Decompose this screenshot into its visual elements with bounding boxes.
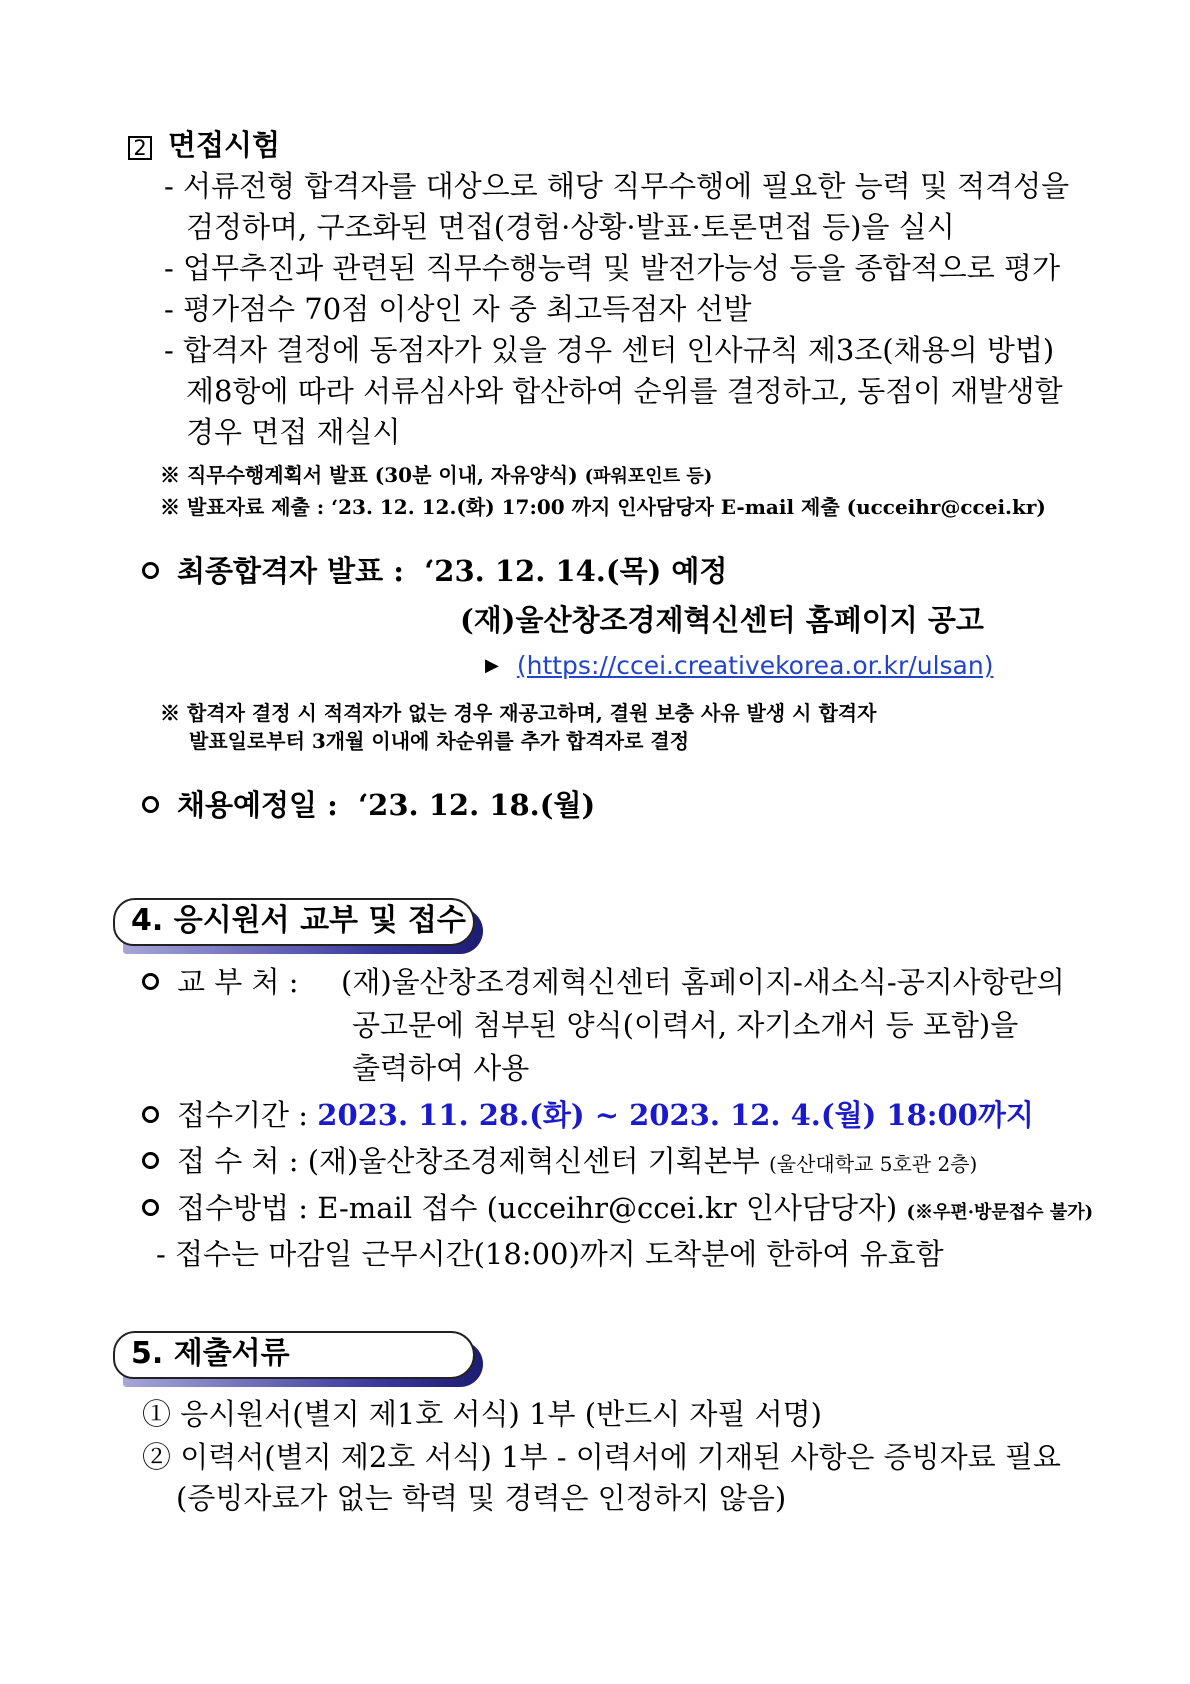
interview-line-7: 경우 면접 재실시 (186, 415, 401, 449)
interview-line-2: 검정하며, 구조화된 면접(경험·상황·발표·토론면접 등)을 실시 (186, 210, 955, 244)
place-value: (재)울산창조경제혁신센터 기획본부 (307, 1144, 760, 1178)
arrow-right-icon: ▶ (485, 655, 499, 676)
period-value: 2023. 11. 28.(화) ~ 2023. 12. 4.(월) 18:00까지 (317, 1098, 1034, 1132)
issue-line-2: 공고문에 첨부된 양식(이력서, 자기소개서 등 포함)을 (352, 1008, 1019, 1042)
issue-line-1: (재)울산창조경제혁신센터 홈페이지-새소식-공지사항란의 (341, 965, 1065, 999)
document-item-1: ① 응시원서(별지 제1호 서식) 1부 (반드시 자필 서명) (142, 1397, 822, 1431)
method-small: (※우편·방문접수 불가) (906, 1202, 1094, 1223)
interview-heading (128, 128, 281, 162)
deadline-note: - 접수는 마감일 근무시간(18:00)까지 도착분에 한하여 유효함 (156, 1237, 944, 1271)
period-label: 접수기간 : (177, 1098, 309, 1132)
bullet-circle-icon (142, 1152, 159, 1169)
bullet-circle-icon (142, 973, 159, 990)
section4-title: 4. 응시원서 교부 및 접수 (131, 903, 466, 938)
issue-label: 교 부 처 : (177, 965, 299, 999)
interview-line-6: 제8항에 따라 서류심사와 합산하여 순위를 결정하고, 동점이 재발생할 (186, 374, 1063, 408)
bullet-circle-icon (142, 1106, 159, 1123)
hire-label: 채용예정일 : (177, 788, 338, 822)
section-number-box: 2 (128, 136, 152, 160)
homepage-link-row (485, 651, 993, 680)
interview-line-1: - 서류전형 합격자를 대상으로 해당 직무수행에 필요한 능력 및 적격성을 (164, 169, 1070, 203)
final-label: 최종합격자 발표 : (177, 554, 404, 588)
final-note-2: 발표일로부터 3개월 이내에 차순위를 추가 합격자로 결정 (189, 729, 690, 753)
presentation-note (160, 465, 712, 486)
issue-line-3: 출력하여 사용 (352, 1051, 530, 1085)
place-row (142, 1144, 978, 1178)
period-row (142, 1098, 1034, 1132)
interview-line-3: - 업무추진과 관련된 직무수행능력 및 발전가능성 등을 종합적으로 평가 (164, 251, 1060, 285)
final-announcement (142, 554, 728, 588)
final-note-1: ※ 합격자 결정 시 적격자가 없는 경우 재공고하며, 결원 보충 사유 발생 시 합격자 (160, 701, 877, 725)
presentation-note-small: (파워포인트 등) (584, 466, 713, 487)
bullet-circle-icon (142, 1199, 159, 1216)
method-row (142, 1191, 1094, 1225)
document-item-2: ② 이력서(별지 제2호 서식) 1부 - 이력서에 기재된 사항은 증빙자료 필요 (142, 1440, 1061, 1474)
final-where: (재)울산창조경제혁신센터 홈페이지 공고 (460, 603, 984, 637)
section5-header (113, 1331, 475, 1379)
interview-line-5: - 합격자 결정에 동점자가 있을 경우 센터 인사규칙 제3조(채용의 방법) (164, 333, 1055, 367)
place-label: 접 수 처 : (177, 1144, 299, 1178)
section4-header (113, 898, 475, 946)
method-value: E-mail 접수 (ucceihr@ccei.kr 인사담당자) (317, 1191, 898, 1225)
section5-title: 5. 제출서류 (131, 1336, 290, 1371)
hire-date: ‘23. 12. 18.(월) (358, 788, 596, 822)
bullet-circle-icon (142, 562, 159, 579)
material-submission-note: ※ 발표자료 제출 : ‘23. 12. 12.(화) 17:00 까지 인사담당자 E-mail 제출 (ucceihr@ccei.kr) (160, 495, 1046, 519)
final-date: ‘23. 12. 14.(목) 예정 (424, 554, 728, 588)
place-small: (울산대학교 5호관 2층) (768, 1152, 978, 1176)
homepage-link[interactable]: (https://ccei.creativekorea.or.kr/ulsan) (516, 651, 994, 680)
issue-row (142, 965, 299, 999)
bullet-circle-icon (142, 796, 159, 813)
method-label: 접수방법 : (177, 1191, 309, 1225)
interview-line-4: - 평가점수 70점 이상인 자 중 최고득점자 선발 (164, 292, 752, 326)
hire-date-row (142, 788, 596, 822)
document-item-2-cont: (증빙자료가 없는 학력 및 경력은 인정하지 않음) (176, 1481, 787, 1515)
interview-title: 면접시험 (168, 128, 281, 162)
presentation-note-text: ※ 직무수행계획서 발표 (30분 이내, 자유양식) (160, 463, 578, 487)
